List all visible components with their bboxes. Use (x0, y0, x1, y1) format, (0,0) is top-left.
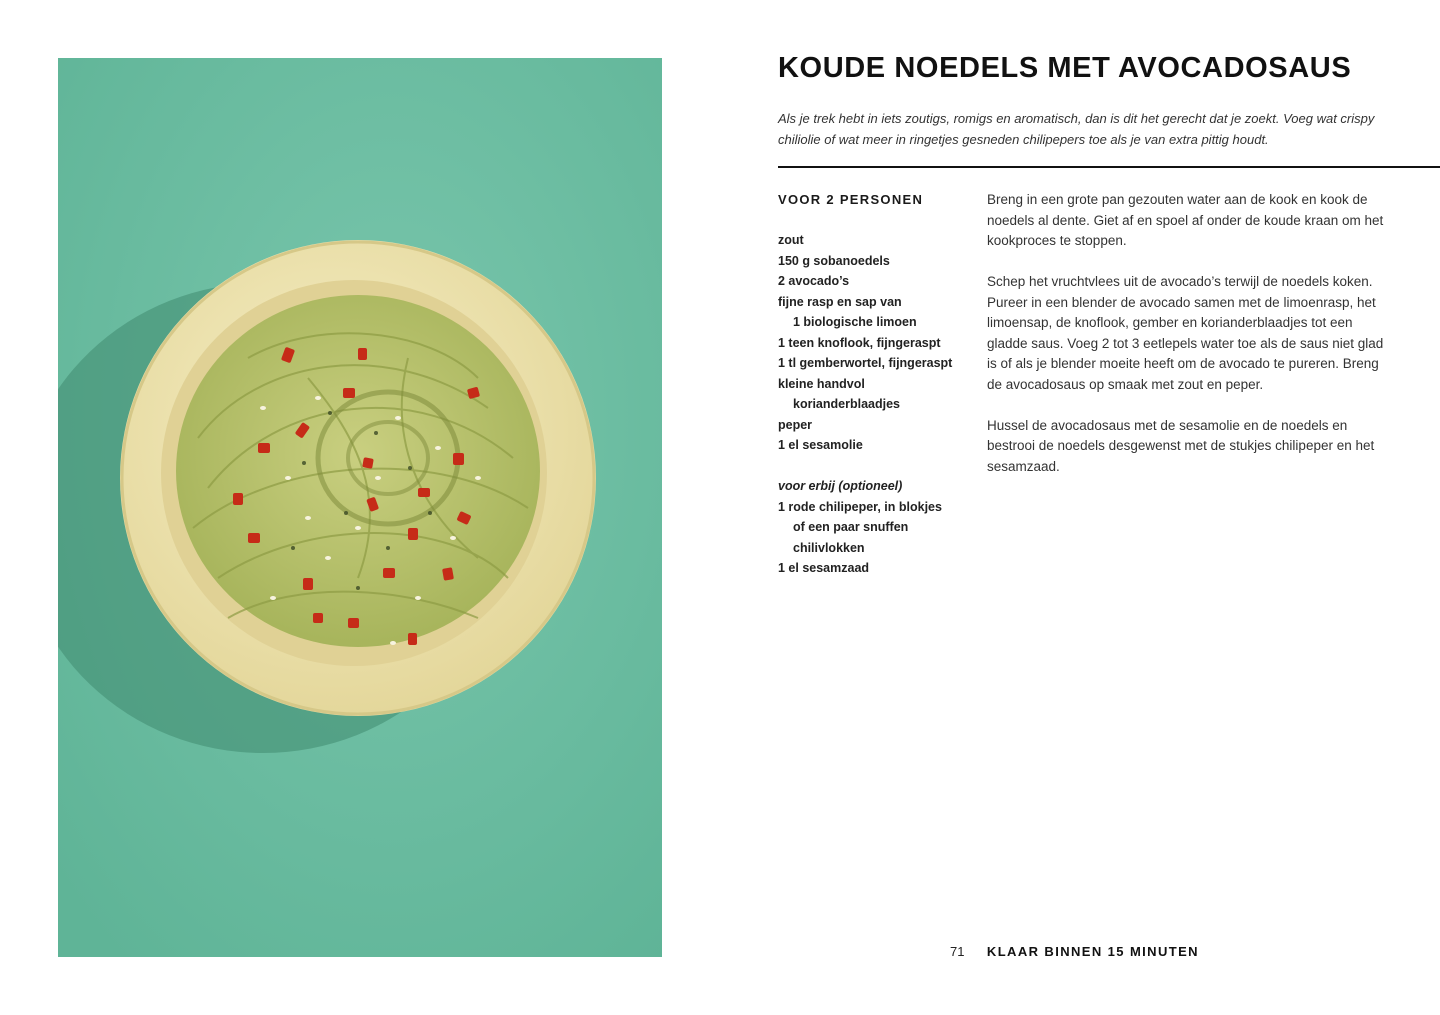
ingredient-item: 1 tl gemberwortel, fijngeraspt (778, 356, 953, 370)
ingredient-item: 1 el sesamolie (778, 438, 863, 452)
page-footer (950, 943, 1199, 961)
page-number: 71 (950, 944, 965, 959)
serving-item: 1 rode chilipeper, in blokjes (778, 499, 942, 514)
serving-item: chilivlokken (793, 540, 865, 555)
ingredient-item: fijne rasp en sap van (778, 294, 902, 309)
method-column (987, 190, 1387, 498)
ingredients-column (778, 190, 978, 579)
ingredient-item: 1 teen knoflook, fijngeraspt (778, 335, 941, 350)
serving-subheading: voor erbij (optioneel) (778, 479, 903, 493)
ingredient-item: kleine handvol (778, 376, 865, 391)
ingredient-item: korianderblaadjes (793, 397, 900, 411)
method-step: Hussel de avocadosaus met de sesamolie en de noedels en bestrooi de noedels desgewenst met de stukjes chilipeper en het sesamzaad. (987, 417, 1375, 474)
noodles (176, 295, 540, 647)
ingredient-item: peper (778, 417, 813, 432)
chapter-title: KLAAR BINNEN 15 MINUTEN (986, 944, 1199, 959)
serving-item: of een paar snuffen (793, 520, 909, 534)
divider (778, 166, 1440, 168)
ingredient-item: zout (778, 233, 804, 247)
servings-heading: VOOR 2 PERSONEN (778, 192, 924, 207)
recipe-intro: Als je trek hebt in iets zoutigs, romigs en aromatisch, dan is dit het gerecht dat je zoekt. Voeg wat crispy chiliolie of wat meer in ringetjes gesneden chilipepers toe als je van extra pittig houdt. (778, 111, 1375, 147)
serving-item: 1 el sesamzaad (778, 561, 870, 575)
ingredient-list (778, 230, 978, 579)
method-step: Breng in een grote pan gezouten water aan de kook en kook de noedels al dente. Giet af en spoel af onder de koude kraan om het kookproces te stoppen. (987, 192, 1384, 248)
recipe-title: KOUDE NOEDELS MET AVOCADOSAUS (778, 52, 1352, 84)
ingredient-item: 150 g sobanoedels (778, 253, 890, 268)
recipe-photo (58, 58, 662, 957)
ingredient-item: 2 avocado’s (778, 274, 850, 288)
ingredient-item: 1 biologische limoen (793, 315, 917, 329)
method-step: Schep het vruchtvlees uit de avocado’s terwijl de noedels koken. Pureer in een blender de avocado samen met de limoenrasp, het limoensap, de knoflook, gember en korianderblaadjes tot een gladde saus. Voeg 2 tot 3 eetlepels water toe als de saus niet glad is of als je blender moeite heeft om de avocado te pureren. Breng de avocadosaus op smaak met zout en peper. (987, 274, 1384, 392)
list-spacer (778, 456, 978, 477)
noodle-bowl-photo (58, 58, 662, 957)
